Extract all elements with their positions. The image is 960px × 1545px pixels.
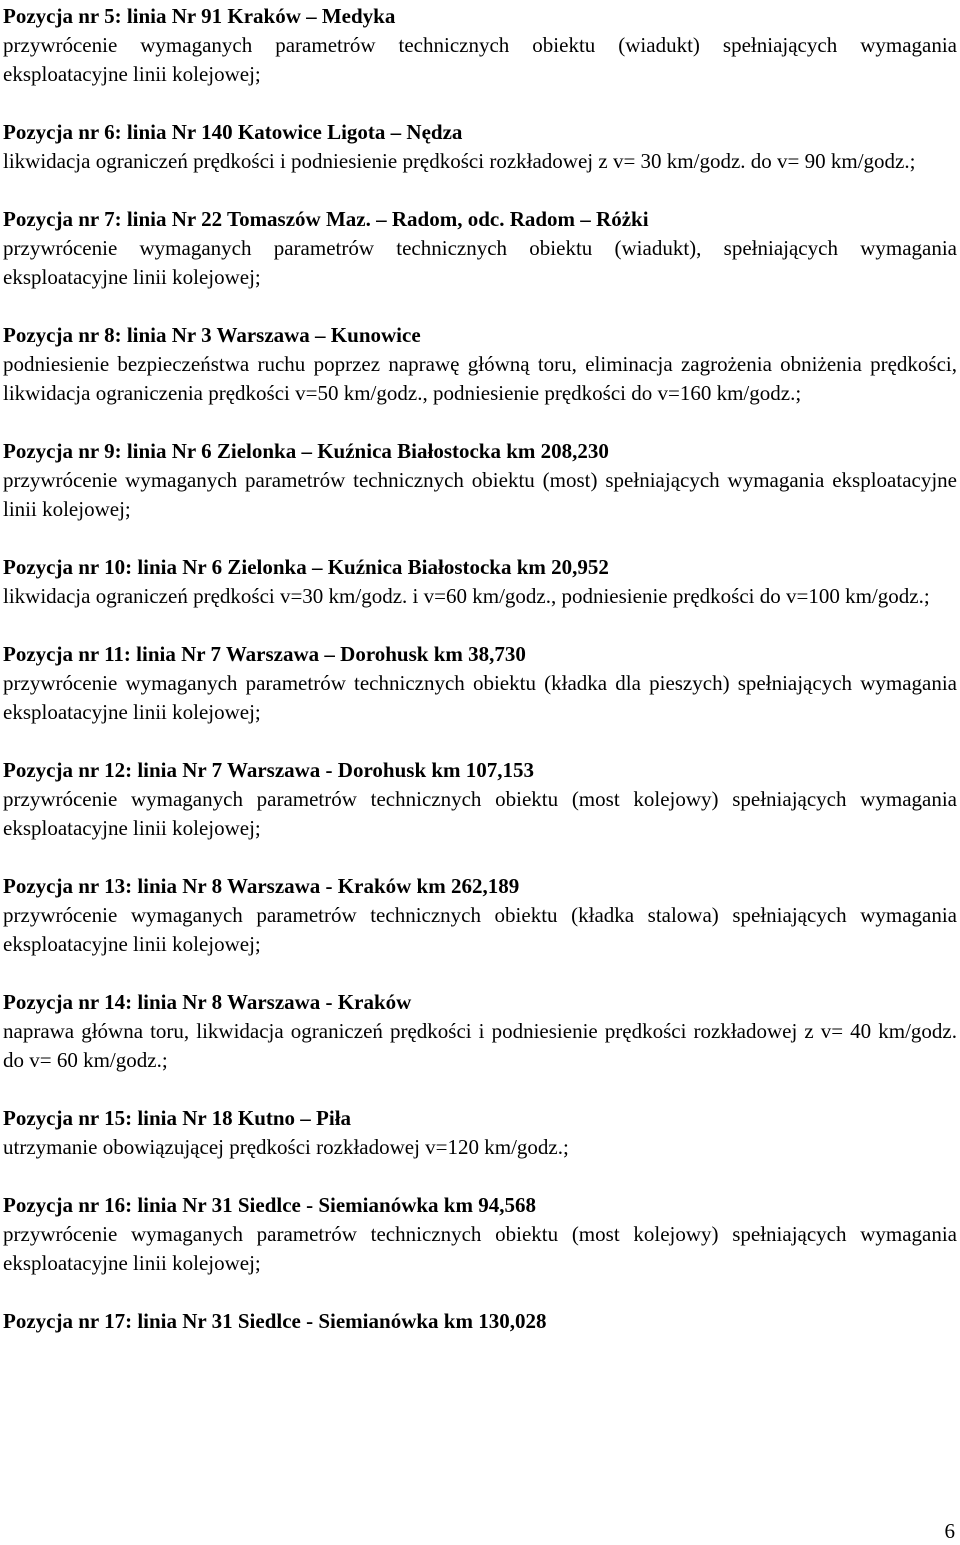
position-description: przywrócenie wymaganych parametrów technicznych obiektu (wiadukt), spełniających wymagania eksploatacyjne linii kolejowej; — [3, 236, 957, 289]
position-item-8 — [3, 321, 957, 408]
position-description: przywrócenie wymaganych parametrów technicznych obiektu (kładka stalowa) spełniających wymagania eksploatacyjne linii kolejowej; — [3, 903, 957, 956]
position-heading: Pozycja nr 11: linia Nr 7 Warszawa – Dorohusk km 38,730 — [3, 642, 526, 666]
position-heading: Pozycja nr 10: linia Nr 6 Zielonka – Kuźnica Białostocka km 20,952 — [3, 555, 609, 579]
position-item-17 — [3, 1307, 957, 1336]
position-description: przywrócenie wymaganych parametrów technicznych obiektu (wiadukt) spełniających wymagania eksploatacyjne linii kolejowej; — [3, 33, 957, 86]
position-item-11 — [3, 640, 957, 727]
position-item-15 — [3, 1104, 957, 1162]
position-description: likwidacja ograniczeń prędkości i podniesienie prędkości rozkładowej z v= 30 km/godz. do v= 90 km/godz.; — [3, 149, 916, 173]
document-page — [3, 2, 957, 1365]
position-item-6 — [3, 118, 957, 176]
position-heading: Pozycja nr 15: linia Nr 18 Kutno – Piła — [3, 1106, 352, 1130]
position-description: utrzymanie obowiązującej prędkości rozkładowej v=120 km/godz.; — [3, 1135, 569, 1159]
position-item-13 — [3, 872, 957, 959]
position-description: likwidacja ograniczeń prędkości v=30 km/godz. i v=60 km/godz., podniesienie prędkości do v=100 km/godz.; — [3, 584, 930, 608]
position-description: przywrócenie wymaganych parametrów technicznych obiektu (most kolejowy) spełniających wymagania eksploatacyjne linii kolejowej; — [3, 787, 957, 840]
position-description: podniesienie bezpieczeństwa ruchu poprzez naprawę główną toru, eliminacja zagrożenia obniżenia prędkości, likwidacja ograniczenia prędkości v=50 km/godz., podniesienie prędkości do v=160 km/godz.; — [3, 352, 957, 405]
position-heading: Pozycja nr 6: linia Nr 140 Katowice Ligota – Nędza — [3, 120, 463, 144]
position-description: przywrócenie wymaganych parametrów technicznych obiektu (kładka dla pieszych) spełniających wymagania eksploatacyjne linii kolejowej; — [3, 671, 957, 724]
position-heading: Pozycja nr 16: linia Nr 31 Siedlce - Siemianówka km 94,568 — [3, 1193, 536, 1217]
position-item-5 — [3, 2, 957, 89]
position-heading: Pozycja nr 9: linia Nr 6 Zielonka – Kuźnica Białostocka km 208,230 — [3, 439, 609, 463]
position-description: naprawa główna toru, likwidacja ograniczeń prędkości i podniesienie prędkości rozkładowej z v= 40 km/godz. do v= 60 km/godz.; — [3, 1019, 957, 1072]
position-heading: Pozycja nr 5: linia Nr 91 Kraków – Medyka — [3, 4, 396, 28]
position-heading: Pozycja nr 12: linia Nr 7 Warszawa - Dorohusk km 107,153 — [3, 758, 535, 782]
position-item-7 — [3, 205, 957, 292]
position-heading: Pozycja nr 14: linia Nr 8 Warszawa - Kraków — [3, 990, 412, 1014]
position-item-16 — [3, 1191, 957, 1278]
position-heading: Pozycja nr 7: linia Nr 22 Tomaszów Maz. – Radom, odc. Radom – Różki — [3, 207, 649, 231]
position-item-10 — [3, 553, 957, 611]
position-item-14 — [3, 988, 957, 1075]
page-number: 6 — [944, 1519, 955, 1543]
position-heading: Pozycja nr 8: linia Nr 3 Warszawa – Kunowice — [3, 323, 421, 347]
position-heading: Pozycja nr 17: linia Nr 31 Siedlce - Siemianówka km 130,028 — [3, 1309, 547, 1333]
position-item-12 — [3, 756, 957, 843]
position-heading: Pozycja nr 13: linia Nr 8 Warszawa - Kraków km 262,189 — [3, 874, 520, 898]
position-item-9 — [3, 437, 957, 524]
position-description: przywrócenie wymaganych parametrów technicznych obiektu (most) spełniających wymagania eksploatacyjne linii kolejowej; — [3, 468, 957, 521]
position-description: przywrócenie wymaganych parametrów technicznych obiektu (most kolejowy) spełniających wymagania eksploatacyjne linii kolejowej; — [3, 1222, 957, 1275]
